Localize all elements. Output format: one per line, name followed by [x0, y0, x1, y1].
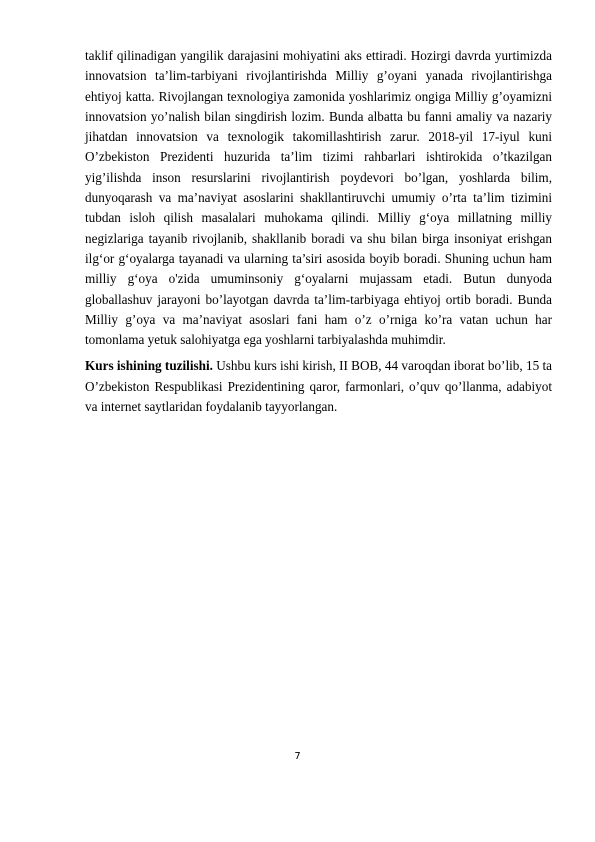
body-paragraph: taklif qilinadigan yangilik darajasini mohiyatini aks ettiradi. Hozirgi davrda yurtimizda innovatsion ta’lim-tarbiyani rivojlantirishda Milliy g’oyani yanada rivojlantirishga ehtiyoj katta. Rivojlangan texnologiya zamonida yoshlarimiz ongiga Milliy g’oyamizni innovatsion yo’nalish bilan singdirish lozim. Bunda albatta bu fanni amaliy va nazariy jihatdan innovatsion va texnologik takomillashtirish zarur. 2018-yil 17-iyul kuni O’zbekiston Prezidenti huzurida ta’lim tizimi rahbarlari ishtirokida o’tkazilgan yig’ilishda inson resurslarini rivojlantirish poydevori bo’lgan, yoshlarda bilim, dunyoqarash va ma’naviyat asoslarini shakllantiruvchi umumiy o’rta ta’lim tizimini tubdan isloh qilish masalalari muhokama qilindi. Milliy g‘oya millatning milliy negizlariga tayanib rivojlanib, shakllanib boradi va shu bilan birga insoniyat erishgan ilg‘or g‘oyalarga tayanadi va ularning ta’siri asosida boyib boradi. Shuning uchun ham milliy g‘oya o'zida umuminsoniy g‘oyalarni mujassam etadi. Butun dunyoda globallashuv jarayoni bo’layotgan davrda ta’lim-tarbiyaga ehtiyoj ortib boradi. Bunda Milliy g’oya va ma’naviyat asoslari fani ham o’z o’rniga ko’ra vatan uchun har tomonlama yetuk salohiyatga ega yoshlarni tarbiyalashda muhimdir.	[85, 48, 552, 348]
page-body	[85, 46, 552, 417]
paragraph-text: Ushbu kurs ishi kirish, II BOB, 44 varoqdan iborat bo’lib, 15 ta O’zbekiston Respublikasi Prezidentining qaror, farmonlari, o’quv qo’llanma, adabiyot va internet saytlaridan foydalanib tayyorlangan.	[85, 358, 553, 415]
paragraph-heading: Kurs ishining tuzilishi.	[85, 358, 213, 374]
structure-paragraph	[85, 356, 552, 417]
page-number: 7	[294, 751, 301, 762]
